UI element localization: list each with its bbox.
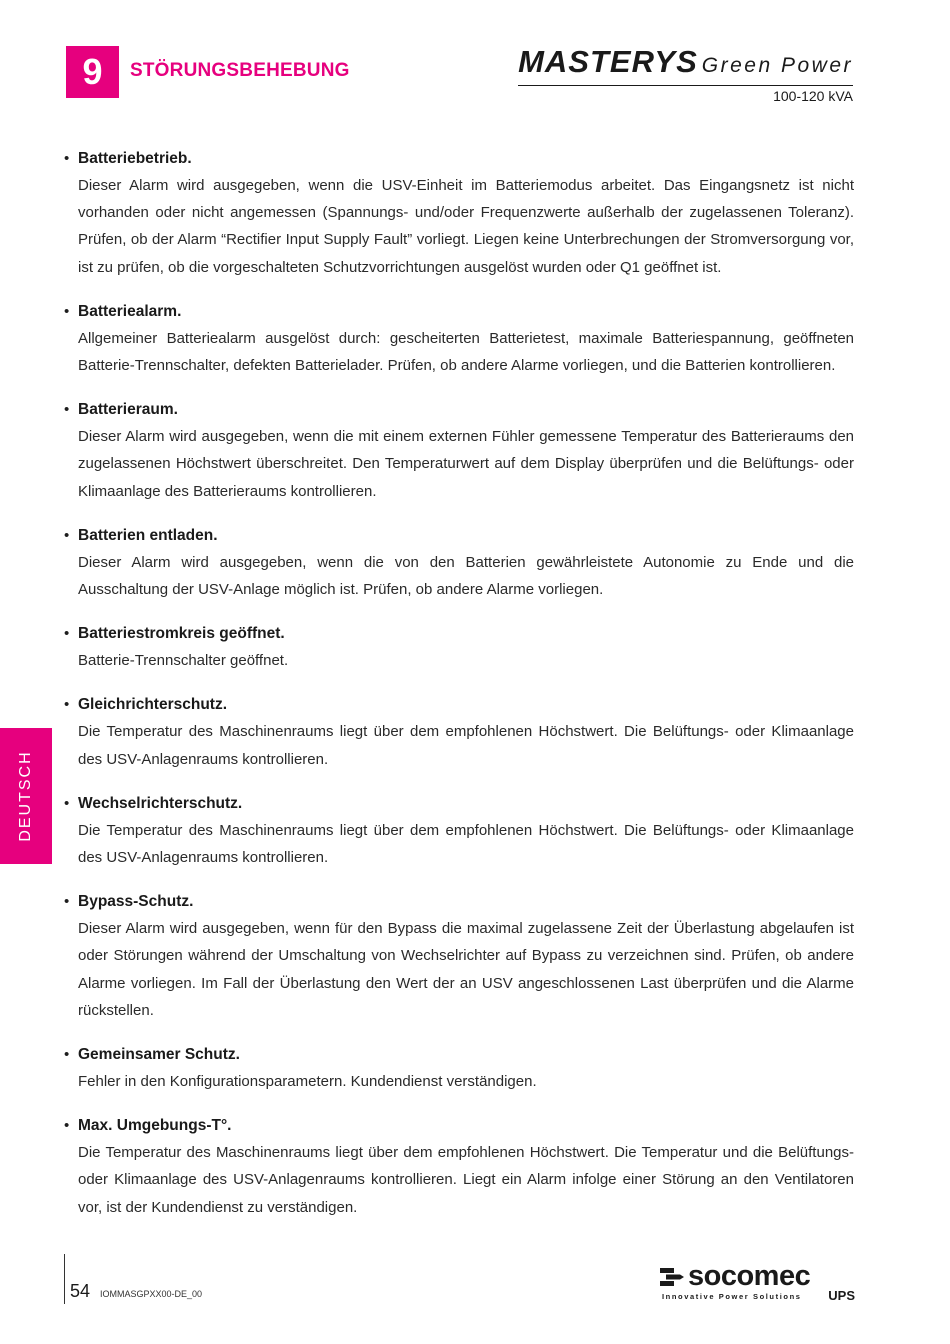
list-item <box>64 790 854 871</box>
list-item <box>64 522 854 603</box>
item-text: Dieser Alarm wird ausgegeben, wenn für den Bypass die maximal zugelassene Zeit der Überlastung abgelaufen ist oder Störungen während der Umschaltung von Wechselrichter auf Bypass zu verzeichnen sind. Prüfen, ob andere Alarme vorliegen. Im Fall der Überlastung den Wert der an USV angeschlossenen Last überprüfen und die Alarme rückstellen. <box>78 920 854 1019</box>
bullet-icon: • <box>64 696 70 714</box>
chapter-number-badge: 9 <box>66 46 119 98</box>
list-item <box>64 888 854 1024</box>
bullet-icon: • <box>64 625 70 643</box>
item-title: Batteriebetrieb. <box>78 150 192 167</box>
bullet-icon: • <box>64 893 70 911</box>
item-title: Batteriestromkreis geöffnet. <box>78 625 285 643</box>
bullet-icon: • <box>64 150 70 167</box>
footer-divider <box>64 1254 65 1304</box>
item-text: Die Temperatur des Maschinenraums liegt über dem empfohlenen Höchstwert. Die Temperatur und die Belüftungs- oder Klimaanlage des USV-Anlagenraums kontrollieren. Liegt ein Alarm infolge einer Störung an den Ventilatoren vor, ist der Kundendienst zu verständigen. <box>78 1144 854 1216</box>
list-item <box>64 620 854 674</box>
product-sub: Green Power <box>701 54 853 77</box>
language-tab <box>0 728 52 864</box>
bullet-icon: • <box>64 526 70 544</box>
product-brand: MASTERYS <box>518 44 698 79</box>
item-title: Batteriealarm. <box>78 302 182 320</box>
logo-suffix: UPS <box>828 1288 855 1303</box>
logo-tagline: Innovative Power Solutions <box>662 1292 802 1301</box>
list-item <box>64 396 854 505</box>
item-text: Fehler in den Konfigurationsparametern. Kundendienst verständigen. <box>78 1073 537 1091</box>
chapter-title: STÖRUNGSBEHEBUNG <box>130 60 350 81</box>
socomec-mark-icon <box>660 1268 686 1286</box>
product-name <box>518 44 853 86</box>
product-header <box>518 44 853 104</box>
list-item <box>64 145 854 281</box>
product-range: 100-120 kVA <box>773 88 853 104</box>
item-text: Batterie-Trennschalter geöffnet. <box>78 652 289 670</box>
alarm-list <box>64 145 854 1238</box>
item-title: Wechselrichterschutz. <box>78 794 243 812</box>
item-text: Allgemeiner Batteriealarm ausgelöst durch: gescheiterten Batterietest, maximale Batteriespannung, geöffneten Batterie-Trennschalter, defekten Batterielader. Prüfen, ob andere Alarme vorliegen, und die Batterien kontrollieren. <box>78 329 854 375</box>
item-title: Gleichrichterschutz. <box>78 696 228 714</box>
bullet-icon: • <box>64 794 70 812</box>
logo-wordmark: socomec <box>688 1260 811 1292</box>
bullet-icon: • <box>64 302 70 320</box>
list-item <box>64 298 854 379</box>
item-title: Batterien entladen. <box>78 526 218 544</box>
bullet-icon: • <box>64 1117 70 1135</box>
item-text: Dieser Alarm wird ausgegeben, wenn die mit einem externen Fühler gemessene Temperatur des Batterieraums den zugelassenen Höchstwert überschreitet. Den Temperaturwert auf dem Display überprüfen und die Belüftungs- oder Klimaanlage des Batterieraums kontrollieren. <box>78 428 854 500</box>
page-number: 54 <box>70 1281 91 1301</box>
item-text: Die Temperatur des Maschinenraums liegt über dem empfohlenen Höchstwert. Die Belüftungs- oder Klimaanlage des USV-Anlagenraums kontrollieren. <box>78 821 854 867</box>
item-title: Bypass-Schutz. <box>78 893 194 911</box>
list-item <box>64 691 854 772</box>
item-title: Batterieraum. <box>78 401 178 419</box>
item-title: Gemeinsamer Schutz. <box>78 1046 240 1064</box>
item-text: Dieser Alarm wird ausgegeben, wenn die USV-Einheit im Batteriemodus arbeitet. Das Eingangsnetz ist nicht vorhanden oder nicht angemessen (Spannungs- und/oder Frequenzwerte außerhalb der zugelassenen Toleranz). Prüfen, ob der Alarm “Rectifier Input Supply Fault” vorliegt. Liegen keine Unterbrechungen der Stromversorgung vor, ist zu prüfen, ob die vorgeschalteten Schutzvorrichtungen ausgelöst wurden oder Q1 geöffnet ist. <box>78 177 854 276</box>
list-item <box>64 1041 854 1095</box>
document-code: IOMMASGPXX00-DE_00 <box>100 1289 203 1299</box>
list-item <box>64 1112 854 1221</box>
language-label: DEUTSCH <box>17 750 34 842</box>
bullet-icon: • <box>64 401 70 419</box>
bullet-icon: • <box>64 1046 70 1064</box>
item-title: Max. Umgebungs-T°. <box>78 1117 232 1135</box>
item-text: Die Temperatur des Maschinenraums liegt über dem empfohlenen Höchstwert. Die Belüftungs- oder Klimaanlage des USV-Anlagenraums kontrollieren. <box>78 723 854 768</box>
item-text: Dieser Alarm wird ausgegeben, wenn die von den Batterien gewährleistete Autonomie zu Ende und die Ausschaltung der USV-Anlage möglich ist. Prüfen, ob andere Alarme vorliegen. <box>78 553 854 599</box>
socomec-logo <box>660 1262 855 1302</box>
